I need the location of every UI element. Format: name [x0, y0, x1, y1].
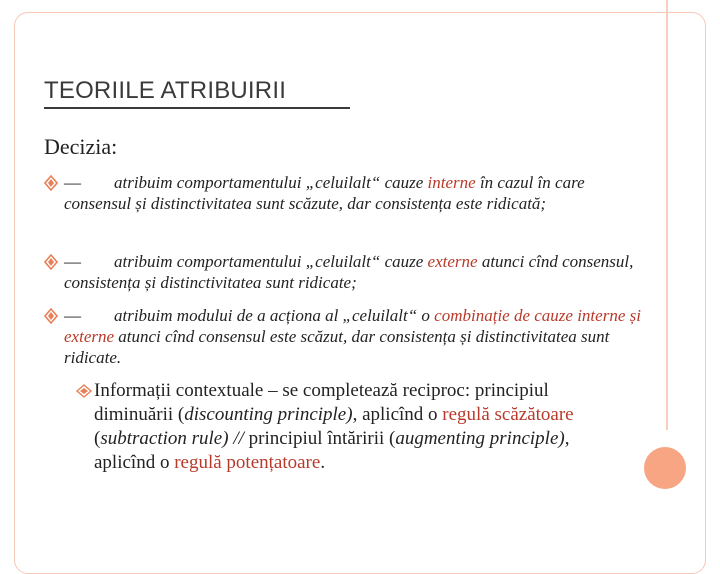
- item-text: atunci cînd consensul, consistența și distinctivitatea sunt ridicate;: [64, 252, 634, 292]
- item-dash: —: [64, 252, 81, 271]
- sub-text-italic: subtraction rule) //: [100, 428, 244, 449]
- sub-highlight: regulă potențatoare: [174, 452, 321, 473]
- item-text: atribuim comportamentului „celuilalt“ cauze: [114, 252, 428, 271]
- sub-text: (: [94, 428, 101, 449]
- item-text: atribuim modului de a acționa al „celuilalt“ o: [114, 306, 435, 325]
- slide-title: TEORIILE ATRIBUIRII: [44, 77, 287, 104]
- list-item: [64, 305, 644, 368]
- item-dash: —: [64, 173, 81, 192]
- slide-subtitle: Decizia:: [44, 134, 118, 159]
- sub-text-italic: augmenting principle): [395, 428, 565, 449]
- decorative-line: [666, 0, 668, 430]
- item-highlight: combinație de cauze interne și externe: [64, 306, 641, 346]
- sub-text: principiul întăririi (: [243, 428, 396, 449]
- sub-bullet-icon: [76, 384, 92, 398]
- decorative-circle: [644, 447, 686, 489]
- item-text: în cazul în care consensul și distinctivitatea sunt scăzute, dar consistența este ridicată;: [64, 173, 585, 213]
- sub-text: , aplicînd o: [352, 404, 443, 425]
- item-highlight: interne: [427, 173, 476, 192]
- sub-text: , aplicînd o: [94, 428, 570, 473]
- list-item: [64, 172, 644, 214]
- bullet-icon: [44, 175, 58, 191]
- list-item: [64, 251, 644, 293]
- sub-text-italic: discounting principle): [184, 404, 353, 425]
- item-text: atribuim comportamentului „celuilalt“ cauze: [114, 173, 428, 192]
- sub-text: Informații contextuale – se completează reciproc: principiul diminuării (: [94, 380, 549, 425]
- item-text: atunci cînd consensul este scăzut, dar consistența și distinctivitatea sunt ridicate.: [64, 327, 610, 367]
- bullet-icon: [44, 254, 58, 270]
- sub-list-item: [94, 379, 614, 475]
- item-dash: —: [64, 306, 81, 325]
- bullet-icon: [44, 308, 58, 324]
- sub-highlight: regulă scăzătoare: [442, 404, 574, 425]
- title-underline: [44, 107, 350, 109]
- sub-text: .: [320, 452, 326, 473]
- item-highlight: externe: [427, 252, 478, 271]
